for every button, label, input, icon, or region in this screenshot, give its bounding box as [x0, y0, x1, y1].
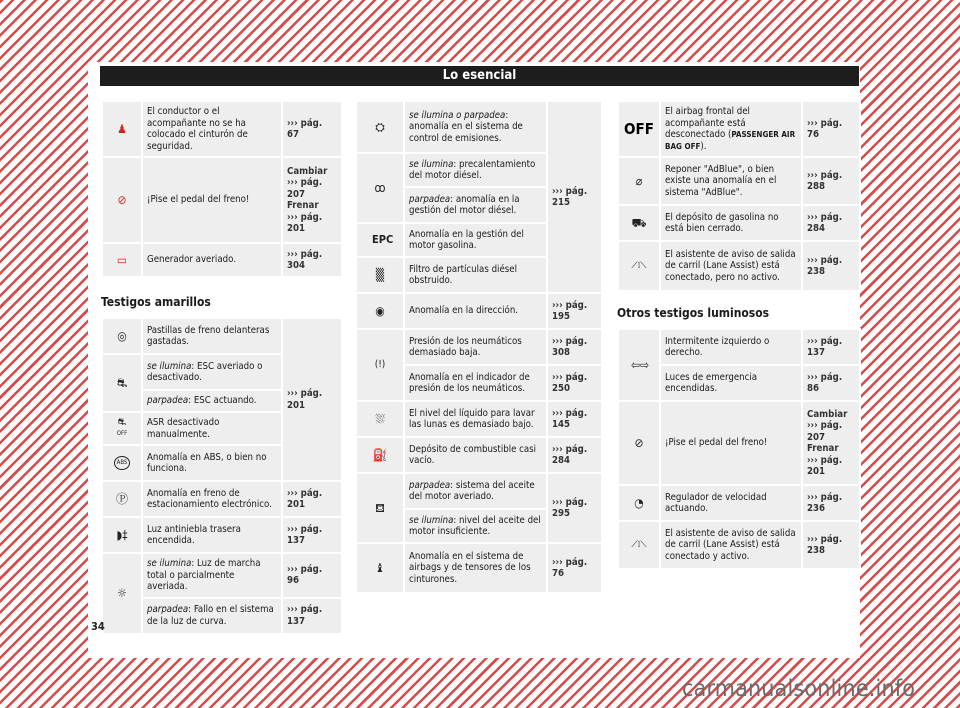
table-row [102, 481, 342, 517]
page-ref-link[interactable]: ››› pág. 137 [282, 517, 342, 553]
row-text: Regulador de velocidad actuando. [660, 485, 802, 521]
page-header: Lo esencial [100, 66, 859, 86]
column-2 [355, 100, 601, 594]
page-ref-link[interactable]: ››› pág. 308 [547, 329, 602, 365]
row-text: Pastillas de freno delanteras gastadas. [142, 318, 282, 354]
page-ref-link[interactable]: ››› pág. 215 [547, 101, 602, 293]
table-row [356, 101, 602, 153]
steering-icon: ◉ [375, 303, 385, 318]
table-row [102, 517, 342, 553]
table-row [356, 329, 602, 365]
yellow-warning-table-2 [355, 100, 603, 594]
page-ref-link[interactable]: ››› pág. 288 [802, 157, 860, 205]
table-row [618, 329, 860, 365]
table-row [102, 101, 342, 157]
table-row [618, 157, 860, 205]
brake-pads-icon: ◎ [117, 328, 127, 343]
page-ref-link[interactable]: ››› pág. 201 [282, 318, 342, 481]
row-text: se ilumina: Luz de marcha total o parcialmente averiada. [142, 553, 282, 598]
red-warning-table [101, 100, 343, 278]
lane-assist-icon: ⟋⁞⟍ [631, 261, 647, 271]
table-row [618, 485, 860, 521]
page-ref-link[interactable]: ››› pág. 76 [547, 543, 602, 593]
page-ref-link[interactable]: ››› pág. 195 [547, 293, 602, 329]
row-text: se ilumina: nivel del aceite del motor insuficiente. [404, 509, 547, 543]
row-text: Intermitente izquierdo o derecho. [660, 329, 802, 365]
row-text: Presión de los neumáticos demasiado baja. [404, 329, 547, 365]
bulb-icon: ☼ [117, 586, 127, 600]
row-text: Anomalía en la dirección. [404, 293, 547, 329]
page-ref-link[interactable]: ››› pág. 96 [282, 553, 342, 598]
row-text: parpadea: ESC actuando. [142, 390, 282, 412]
row-text: Anomalía en ABS, o bien no funciona. [142, 445, 282, 481]
row-text: Depósito de combustible casi vacío. [404, 437, 547, 473]
row-text: se ilumina: precalentamiento del motor diésel. [404, 153, 547, 187]
table-row [102, 157, 342, 243]
row-text: Anomalía en la gestión del motor gasolina. [404, 223, 547, 257]
row-text: se ilumina: ESC averiado o desactivado. [142, 354, 282, 390]
table-row [618, 401, 860, 485]
row-text: parpadea: Fallo en el sistema de la luz de curva. [142, 598, 282, 634]
table-row [102, 318, 342, 354]
row-text: Luces de emergencia encendidas. [660, 365, 802, 401]
column-1 [101, 100, 341, 635]
yellow-warning-table [101, 317, 343, 635]
table-row [356, 437, 602, 473]
brake-pedal-icon: ⊘ [634, 435, 644, 450]
page-ref-link[interactable]: ››› pág. 284 [802, 205, 860, 241]
rear-fog-icon: ◗‡ [116, 527, 128, 542]
parking-brake-icon: Ⓟ [115, 491, 128, 506]
lane-assist-active-icon: ⟋⁞⟍ [631, 540, 647, 550]
row-text: El nivel del líquido para lavar las lunas es demasiado bajo. [404, 401, 547, 437]
row-text: El airbag frontal del acompañante está desconectado (PASSENGER AIR BAG OFF). [660, 101, 802, 157]
engine-icon: ⛭ [375, 119, 385, 134]
page-ref-link[interactable]: ››› pág. 145 [547, 401, 602, 437]
row-text: Anomalía en el indicador de presión de los neumáticos. [404, 365, 547, 401]
page-ref-link[interactable]: ››› pág. 137 [282, 598, 342, 634]
row-text: Generador averiado. [142, 243, 282, 277]
page-ref-link[interactable]: ››› pág. 250 [547, 365, 602, 401]
asr-off-icon: ⛐ OFF [116, 417, 128, 438]
page-ref-link[interactable]: ››› pág. 201 [282, 481, 342, 517]
section-title-other: Otros testigos luminosos [617, 306, 770, 320]
page-ref-link[interactable]: ››› pág. 67 [282, 101, 342, 157]
row-text: El asistente de aviso de salida de carril (Lane Assist) está conectado, pero no activo. [660, 241, 802, 291]
airbag-icon: ♝ [375, 560, 385, 575]
abs-icon: ABS [114, 456, 130, 470]
table-row [618, 521, 860, 569]
row-text: ¡Pise el pedal del freno! [660, 401, 802, 485]
table-row [356, 473, 602, 509]
page-ref-link[interactable]: ››› pág. 137 [802, 329, 860, 365]
row-text: parpadea: anomalía en la gestión del motor diésel. [404, 187, 547, 223]
row-text: El asistente de aviso de salida de carril (Lane Assist) está conectado y activo. [660, 521, 802, 569]
row-text: se ilumina o parpadea: anomalía en el sistema de control de emisiones. [404, 101, 547, 153]
page-ref-link[interactable]: ››› pág. 238 [802, 241, 860, 291]
esc-icon: ⛐ [116, 375, 128, 390]
row-text: Anomalía en freno de estacionamiento electrónico. [142, 481, 282, 517]
battery-icon: ▭ [116, 252, 128, 267]
table-row [356, 293, 602, 329]
tire-pressure-icon: (!) [374, 359, 386, 370]
page-ref-link[interactable]: ››› pág. 86 [802, 365, 860, 401]
page-ref-link[interactable]: ››› pág. 238 [802, 521, 860, 569]
fuel-cap-icon: ⛟ [631, 215, 647, 230]
row-text: Anomalía en el sistema de airbags y de tensores de los cinturones. [404, 543, 547, 593]
glow-plug-icon: ꝏ [374, 180, 386, 195]
particle-filter-icon: ▒ [375, 267, 385, 282]
adblue-icon: ⌀ [635, 173, 643, 188]
table-row [618, 205, 860, 241]
table-row [356, 543, 602, 593]
fuel-icon: ⛽ [372, 447, 388, 462]
table-row [356, 401, 602, 437]
page-ref-link[interactable]: ››› pág. 295 [547, 473, 602, 543]
row-text: parpadea: sistema del aceite del motor averiado. [404, 473, 547, 509]
column-3 [617, 100, 859, 570]
page-ref-link[interactable]: ››› pág. 284 [547, 437, 602, 473]
page-ref-link[interactable]: ››› pág. 76 [802, 101, 860, 157]
page-ref-link[interactable]: ››› pág. 236 [802, 485, 860, 521]
brake-pedal-icon: ⊘ [117, 192, 127, 207]
row-text: El conductor o el acompañante no se ha colocado el cinturón de seguridad. [142, 101, 282, 157]
cruise-control-icon: ◔ [634, 495, 644, 510]
table-row [102, 243, 342, 277]
page-ref-link[interactable]: Cambiar ››› pág. 207 Frenar ››› pág. 201 [282, 157, 342, 243]
yellow-warning-table-3 [617, 100, 861, 292]
turn-signal-icon: ⇦⇨ [631, 357, 650, 372]
epc-icon: EPC [372, 233, 394, 246]
page-number: 34 [91, 620, 105, 633]
watermark: carmanualsonline.info [682, 676, 916, 702]
other-lights-table [617, 328, 861, 570]
row-text: Luz antiniebla trasera encendida. [142, 517, 282, 553]
row-text: ¡Pise el pedal del freno! [142, 157, 282, 243]
row-text: El depósito de gasolina no está bien cerrado. [660, 205, 802, 241]
washer-fluid-icon: ⛆ [375, 411, 385, 426]
seatbelt-icon: ♟ [117, 121, 127, 136]
table-row [618, 101, 860, 157]
page-ref-link[interactable]: Cambiar ››› pág. 207 Frenar ››› pág. 201 [802, 401, 860, 485]
row-text: ASR desactivado manualmente. [142, 412, 282, 445]
table-row [618, 241, 860, 291]
section-title-yellow: Testigos amarillos [101, 295, 211, 309]
oil-can-icon: ⛾ [375, 500, 385, 515]
row-text: Filtro de partículas diésel obstruido. [404, 257, 547, 293]
table-row [102, 553, 342, 598]
page-ref-link[interactable]: ››› pág. 304 [282, 243, 342, 277]
airbag-off-badge: PASSENGER AIR BAG OFF [665, 130, 796, 151]
row-text: Reponer "AdBlue", o bien existe una anomalía en el sistema "AdBlue". [660, 157, 802, 205]
passenger-airbag-off-icon: OFF [624, 119, 654, 138]
